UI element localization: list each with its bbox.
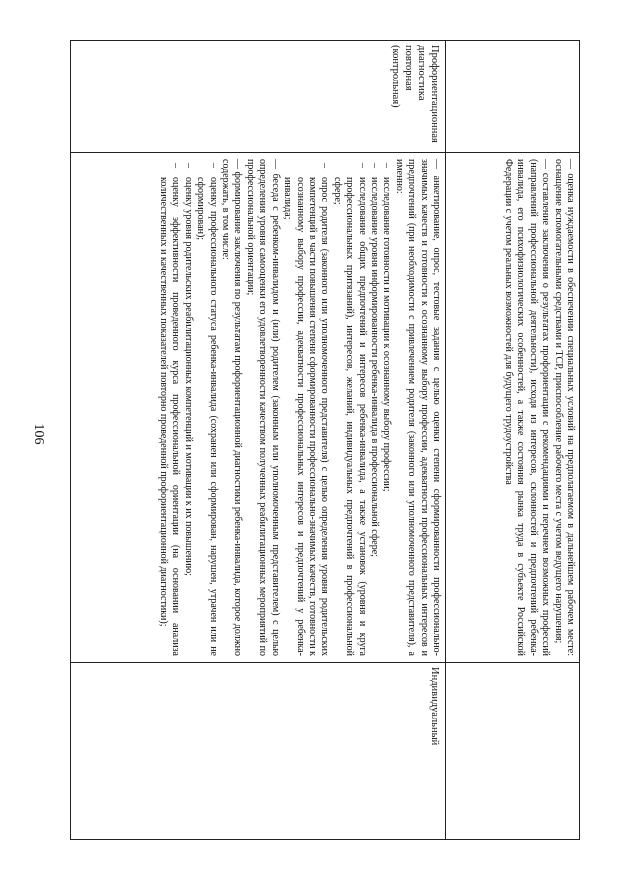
list-item: – оценку эффективности проведенного курса профессиональной ориентации (на основании анализа количественных и качественных показателей повторно проведенной профориентационной диагностики);	[157, 177, 182, 656]
list-item: – оценку профессионального статуса ребенка-инвалида (сохранен или сформирован, нарушен, утрачен или не сформирован);	[194, 177, 219, 656]
table-row	[445, 40, 580, 840]
table-row	[70, 40, 446, 840]
form-label: Индивидуальный	[429, 667, 440, 746]
list-item: – исследование готовности и мотивации к осознанному выбору профессии;	[380, 177, 392, 656]
content-cell	[446, 153, 579, 663]
list-item: – исследование уровня информированности ребенка-инвалида в профессиональной сфере;	[368, 177, 380, 656]
intro-paragraph: — анкетирование, опрос, тестовые задания с целью оценки степени сформированности профессионально-значимых качеств и готовности к осознанному выбору профессии, адекватности профессиональных интересов и предпочтений (при необходимости с привлечением родителя (законного или уполномоченного представителя), а именно:	[393, 159, 442, 656]
list-item: – оценку уровня родительских реабилитационных компетенций и мотивации к их повышению;	[181, 177, 193, 656]
paragraph: — составление заключения о результатах профориентации с рекомендациями и перечнем возможных профессий (направлений профессиональной деятельности), исходя из интересов, склонностей и предпочтений ребенка-инвалида, его психофизиологических особенностей, а также состояния рынка труда в субъекте Российской Федерации с учетом реальных возможностей для будущего трудоустройства	[502, 159, 552, 656]
stage-cell	[71, 41, 445, 153]
form-cell	[446, 663, 579, 839]
stage-label: Профориентационная диагностика повторная (контрольная)	[390, 45, 440, 143]
list-item: – исследование общих предпочтений и интересов ребенка-инвалида, а также установок (уровня и круга профессиональных притязаний), интересов, желаний, индивидуальных предпочтений в профессиональной сфере;	[330, 177, 367, 656]
list-item: – опрос родителя (законного или уполномоченного представителя) с целью определения уровня родительских компетенций в части повышения степени сформированности профессионально-значимых качеств, готовности к осознанному выбору профессии, адекватности профессиональных интересов и предпочтений у ребенка-инвалида;	[281, 177, 331, 656]
rotated-table	[70, 40, 580, 840]
conclusion-paragraph: — формирование заключения по результатам профориентационной диагностики ребенка-инвалида, которое должно содержать, в том числе:	[220, 159, 244, 656]
content-cell	[71, 153, 445, 663]
stage-cell	[446, 41, 579, 153]
form-cell	[71, 663, 445, 839]
conversation-paragraph: — беседа с ребенком-инвалидом и (или) родителем (законным или уполномоченным представителем) с целью определения уровня самооценки его удовлетворенности качеством полученных реабилитационных мероприятий по профессиональной ориентации;	[244, 159, 281, 656]
paragraph: — оценка нуждаемости в обеспечении специальных условий на предполагаемом в дальнейшем рабочем месте: оснащение вспомогательными средствами и ТСР, приспособление рабочего места с учетом ведущего нарушения;	[552, 159, 576, 656]
page-number: 106	[31, 423, 46, 445]
